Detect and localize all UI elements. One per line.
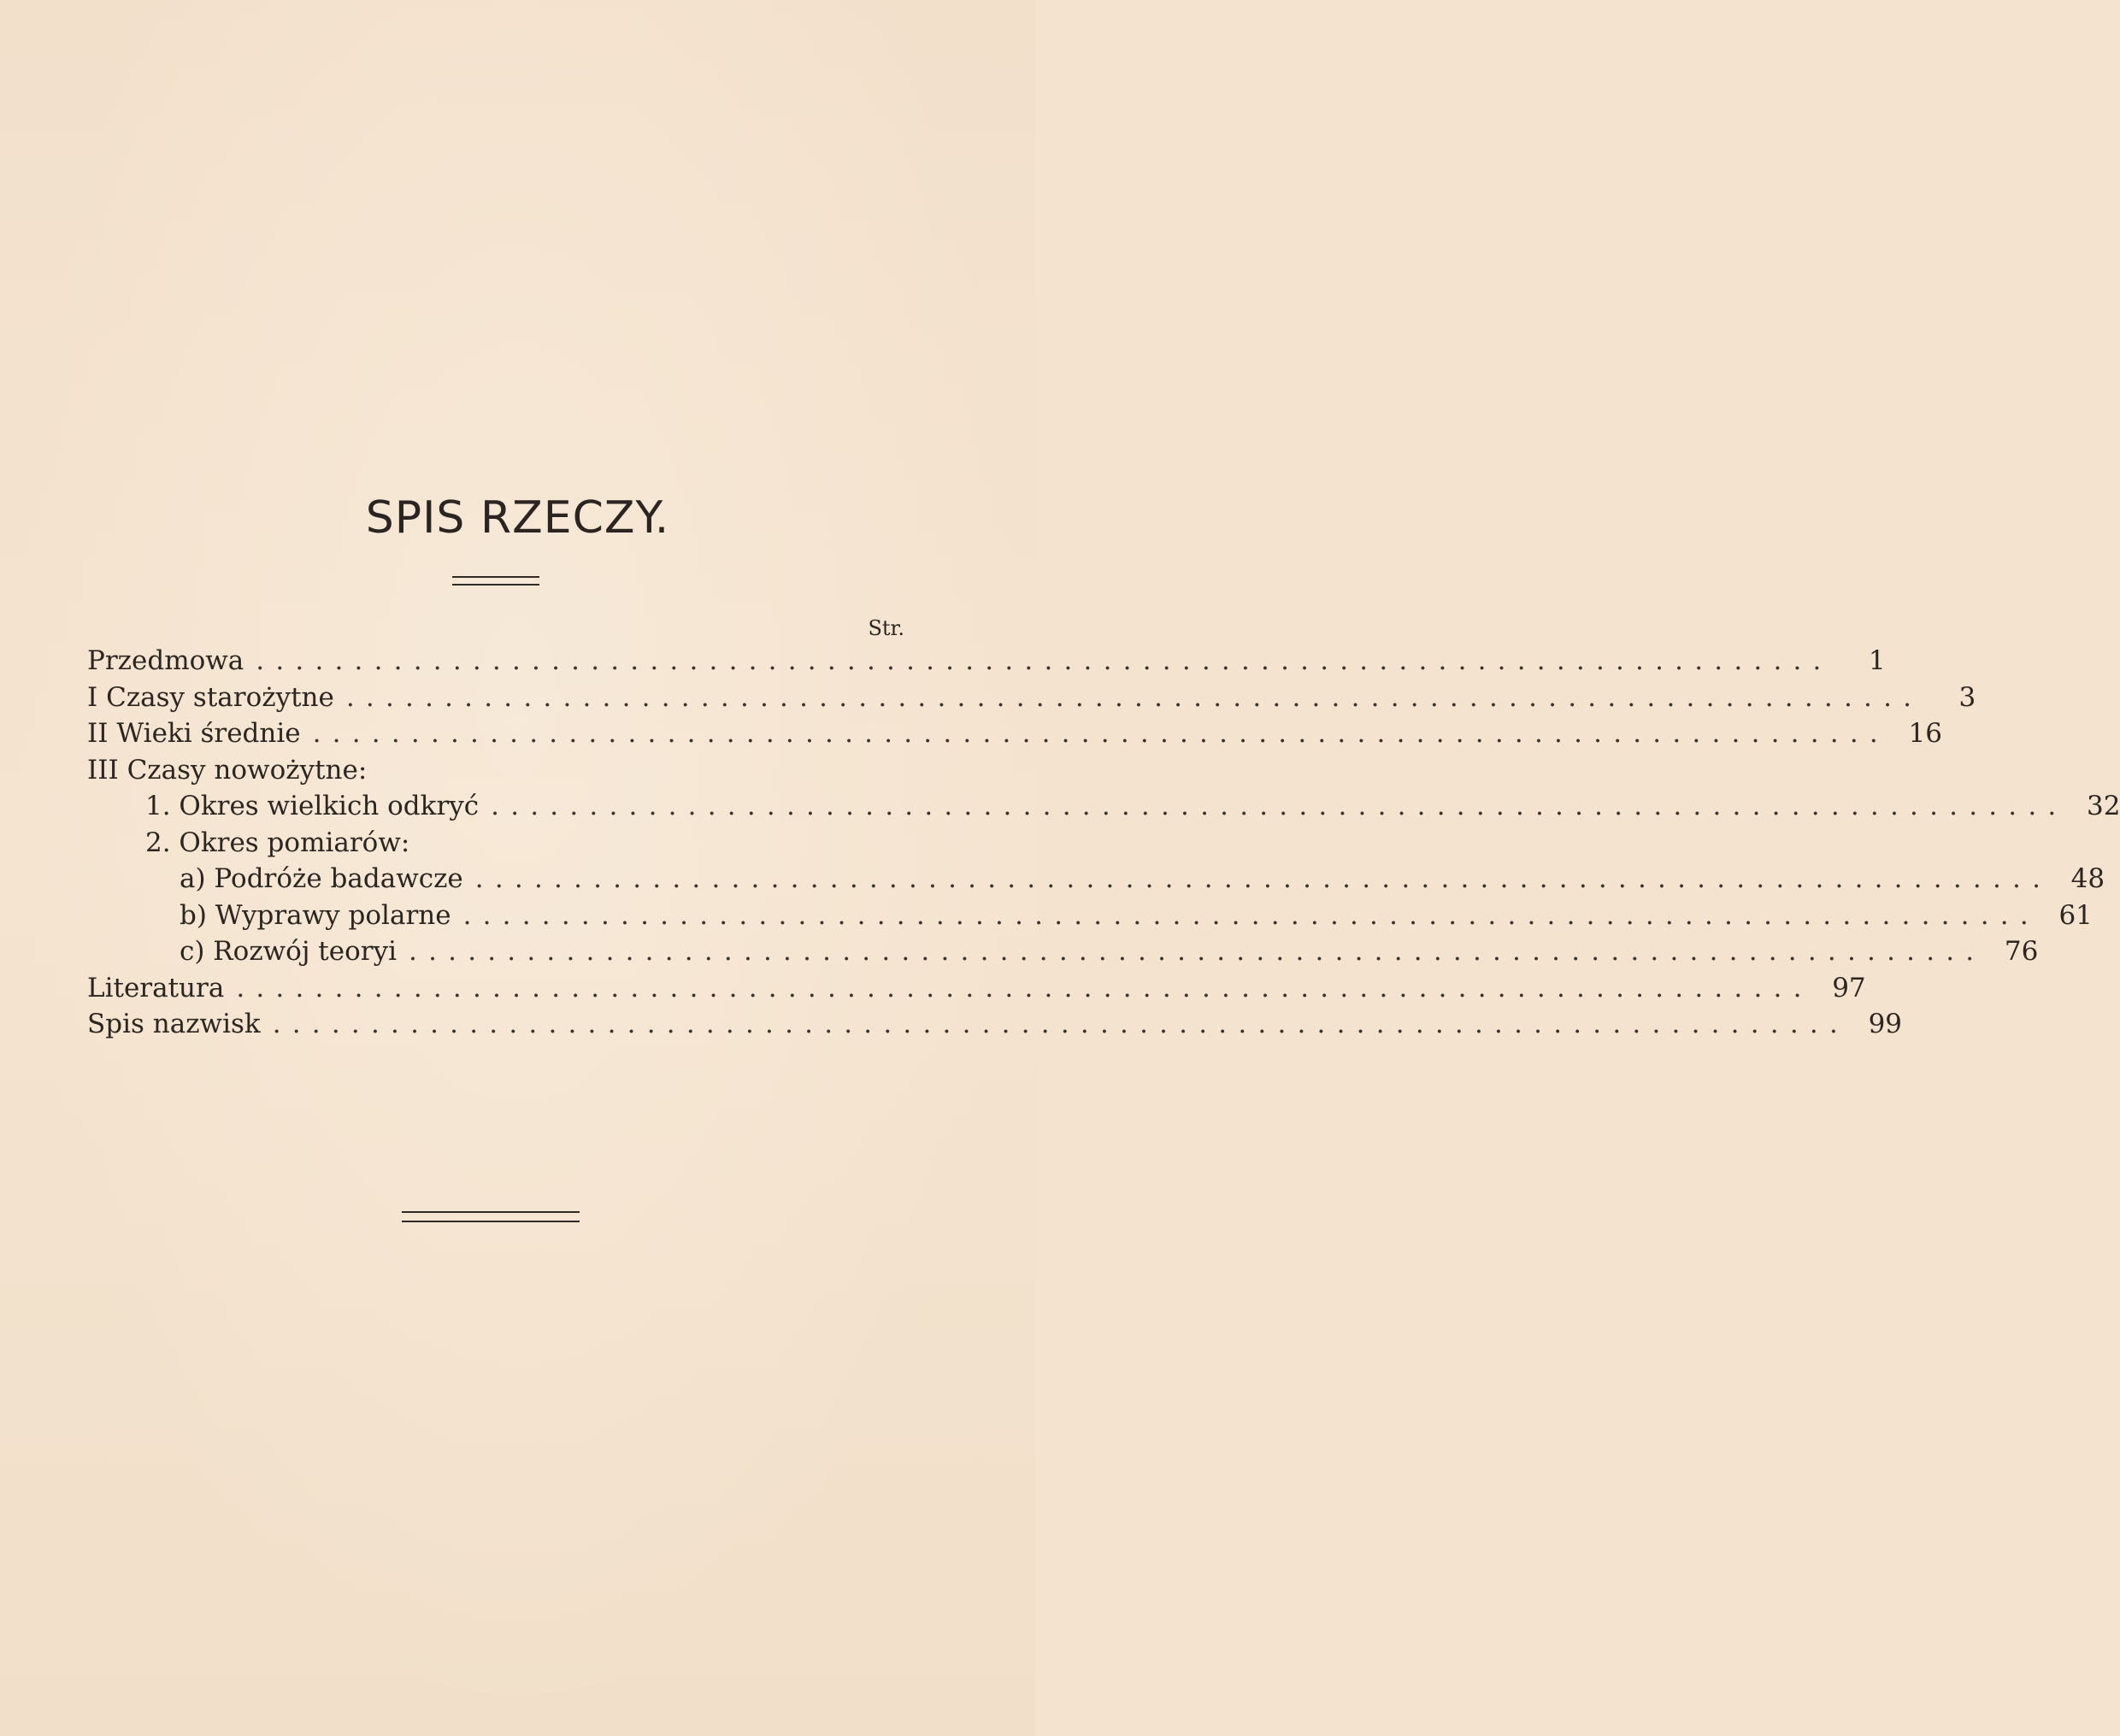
toc-entry-czasy-nowozytne[interactable] bbox=[87, 752, 904, 789]
bottom-rule-bottom bbox=[402, 1221, 580, 1222]
toc-entry-label: Spis nazwisk bbox=[87, 1009, 261, 1039]
toc-entry-page: 61 bbox=[2058, 899, 2093, 931]
leader-dots: ................................................................................ bbox=[272, 1009, 1850, 1039]
toc-entry-okres-pomiarow[interactable] bbox=[87, 825, 904, 862]
leader-dots: ................................................................................ bbox=[345, 681, 1923, 713]
toc-entry-wieki-srednie[interactable] bbox=[87, 715, 1942, 752]
toc-entry-page: 76 bbox=[2004, 936, 2039, 967]
leader-dots: ................................................................................ bbox=[312, 718, 1889, 749]
title-underline-top bbox=[452, 576, 539, 578]
toc-entry-podroze-badawcze[interactable] bbox=[87, 861, 2105, 897]
toc-entry-okres-wielkich-odkryc[interactable] bbox=[87, 788, 2120, 825]
toc-entry-label: 2. Okres pomiarów: bbox=[145, 827, 410, 858]
toc-entry-page: 1 bbox=[1868, 645, 1886, 676]
toc-entry-page: 48 bbox=[2070, 863, 2105, 894]
leader-dots: ................................................................................ bbox=[256, 645, 1833, 676]
toc-entry-rozwoj-teoryi[interactable] bbox=[87, 933, 2039, 970]
toc-entry-label: I Czasy starożytne bbox=[87, 681, 334, 713]
table-of-contents bbox=[87, 614, 2120, 1043]
page-column-header: Str. bbox=[868, 616, 904, 640]
leader-dots: ................................................................................ bbox=[409, 936, 1986, 967]
leader-dots: ................................................................................ bbox=[491, 791, 2068, 821]
toc-entry-label: II Wieki średnie bbox=[87, 718, 301, 749]
leader-dots: ................................................................................ bbox=[236, 972, 1813, 1003]
toc-entry-page: 97 bbox=[1832, 972, 1866, 1003]
toc-entry-label: c) Rozwój teoryi bbox=[180, 936, 398, 967]
toc-entry-page: 99 bbox=[1868, 1009, 1903, 1039]
leader-dots: ................................................................................ bbox=[462, 899, 2040, 931]
toc-entry-label: Przedmowa bbox=[87, 645, 244, 676]
leader-dots: ................................................................................ bbox=[474, 863, 2052, 894]
toc-entry-literatura[interactable] bbox=[87, 970, 1866, 1007]
toc-entry-label: Literatura bbox=[87, 972, 225, 1003]
toc-entry-label: b) Wyprawy polarne bbox=[180, 899, 451, 931]
toc-entry-label: 1. Okres wielkich odkryć bbox=[145, 791, 480, 821]
toc-entry-page: 3 bbox=[1958, 681, 1976, 713]
toc-entry-wyprawy-polarne[interactable] bbox=[87, 897, 2093, 934]
page-title: SPIS RZECZY. bbox=[365, 492, 670, 544]
toc-entry-label: III Czasy nowożytne: bbox=[87, 754, 368, 786]
title-underline-bottom bbox=[452, 584, 539, 586]
toc-entry-page: 32 bbox=[2087, 791, 2120, 821]
toc-entry-page: 16 bbox=[1908, 718, 1942, 749]
toc-entry-spis-nazwisk[interactable] bbox=[87, 1006, 1903, 1043]
toc-entry-przedmowa[interactable] bbox=[87, 643, 1886, 680]
toc-entry-czasy-starozytne[interactable] bbox=[87, 680, 1976, 716]
bottom-rule-top bbox=[402, 1211, 580, 1213]
toc-entry-label: a) Podróże badawcze bbox=[180, 863, 463, 894]
